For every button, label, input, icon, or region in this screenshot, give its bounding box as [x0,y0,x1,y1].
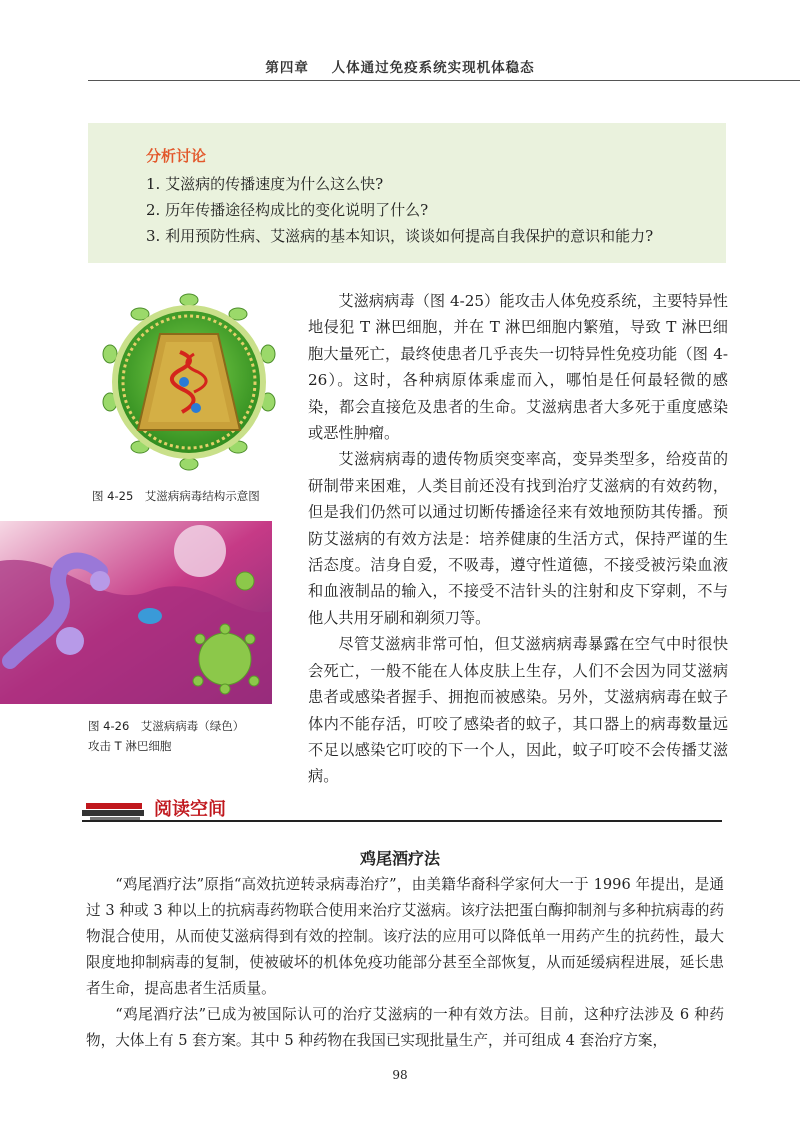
article-title: 鸡尾酒疗法 [359,849,440,868]
paragraph: 艾滋病病毒的遗传物质突变率高，变异类型多，给疫苗的研制带来困难，人类目前还没有找到治疗艾滋病的有效药物，但是我们仍然可以通过切断传播途径来有效地预防其传播。预防艾滋病的有效方法是：培养健康的生活方式，保持严谨的生活态度。洁身自爱，不吸毒，遵守性道德，不接受被污染血液和血液制品的输入，不接受不洁针头的注射和皮下穿刺，不与他人共用牙刷和剃须刀等。 [308,450,728,627]
reading-section-rule [82,820,722,822]
hiv-structure-illustration [98,292,280,472]
reading-section-title: 阅读空间 [154,799,226,820]
figure-4-26-caption-line1: 图 4-26 艾滋病病毒（绿色） [88,719,245,733]
paragraph: “鸡尾酒疗法”已成为被国际认可的治疗艾滋病的一种有效方法。目前，这种疗法涉及 6 种药物，大体上有 5 套方案。其中 5 种药物在我国已实现批量生产，并可组成 4 套治疗方案， [86,1006,724,1049]
header-rule [88,80,800,81]
discussion-title: 分析讨论 [146,147,207,165]
paragraph: 尽管艾滋病非常可怕，但艾滋病病毒暴露在空气中时很快会死亡，一般不能在人体皮肤上生存，人们不会因为同艾滋病患者或感染者握手、拥抱而被感染。另外，艾滋病病毒在蚊子体内不能存活，叮咬了感染者的蚊子，其口器上的病毒数量远不足以感染它叮咬的下一个人，因此，蚊子叮咬不会传播艾滋病。 [308,635,728,786]
paragraph: “鸡尾酒疗法”原指“高效抗逆转录病毒治疗”，由美籍华裔科学家何大一于 1996 年提出，是通过 3 种或 3 种以上的抗病毒药物联合使用来治疗艾滋病。该疗法把蛋白酶抑制剂与多种抗病毒的药物混合使用，从而使艾滋病得到有效的控制。该疗法的应用可以降低单一用药产生的抗药性，最大限度地抑制病毒的复制，使被破坏的机体免疫功能部分甚至全部恢复，从而延缓病程进展，延长患者生命，提高患者生活质量。 [86,876,724,997]
figure-4-26-caption-line2: 攻击 T 淋巴细胞 [88,739,172,753]
discussion-list [146,171,653,249]
article-text [86,872,724,1054]
discussion-box [88,123,726,263]
page-number: 98 [392,1068,408,1082]
discussion-item: 2. 历年传播途径构成比的变化说明了什么? [146,201,429,219]
discussion-item: 1. 艾滋病的传播速度为什么这么快? [146,175,384,193]
main-text [308,288,728,790]
running-header [0,56,800,76]
chapter-title: 人体通过免疫系统实现机体稳态 [331,60,535,76]
paragraph: 艾滋病病毒（图 4-25）能攻击人体免疫系统，主要特异性地侵犯 T 淋巴细胞，并在 T 淋巴细胞内繁殖，导致 T 淋巴细胞大量死亡，最终使患者几乎丧失一切特异性免疫功能（图 4-26）。这时，各种病原体乘虚而入，哪怕是任何最轻微的感染，都会直接危及患者的生命。艾滋病患者大多死于重度感染或恶性肿瘤。 [308,292,728,443]
chapter-number: 第四章 [265,60,309,76]
figure-4-25-caption: 图 4-25 艾滋病病毒结构示意图 [92,489,260,503]
figure-4-26-caption [88,716,278,756]
hiv-attacking-t-cell-illustration [0,521,272,704]
discussion-item: 3. 利用预防性病、艾滋病的基本知识，谈谈如何提高自我保护的意识和能力? [146,227,654,245]
